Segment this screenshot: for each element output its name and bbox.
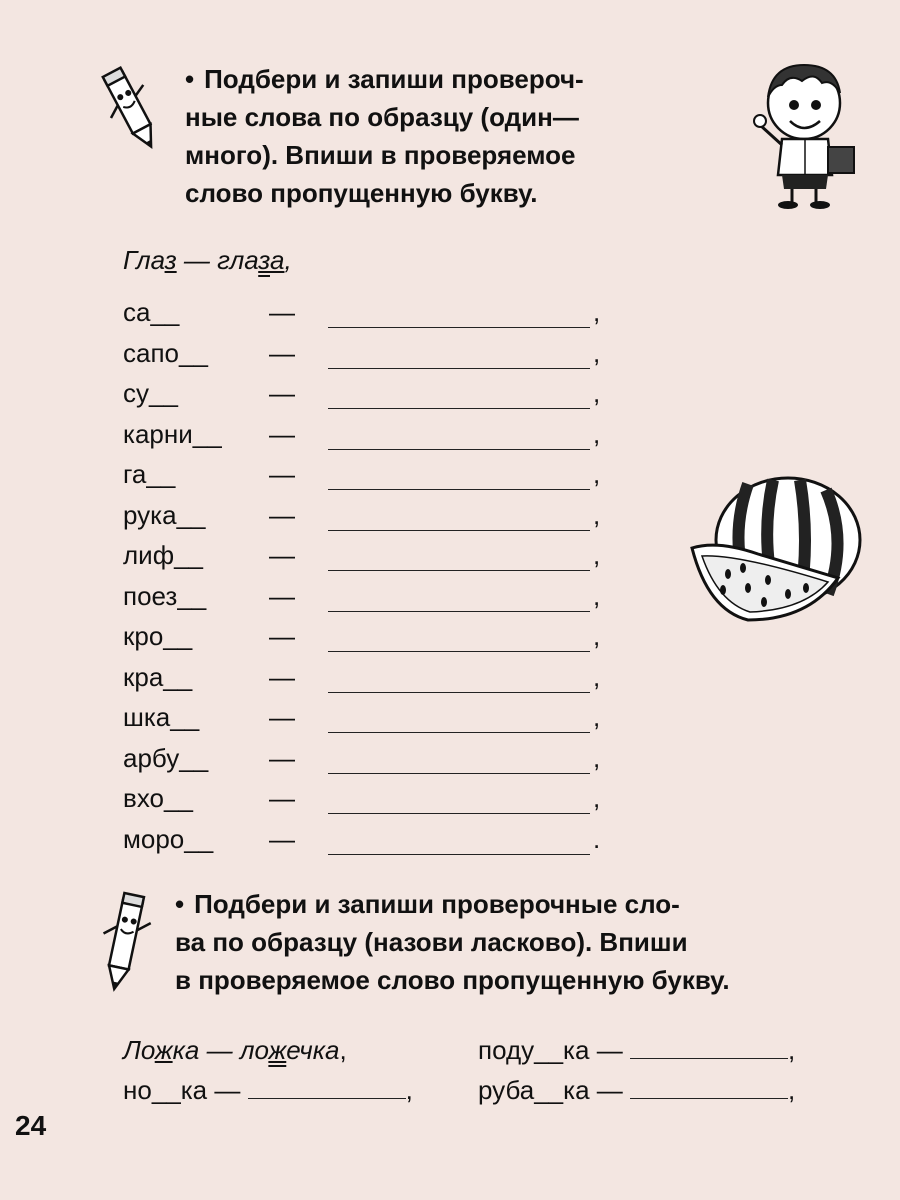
dash: — <box>269 418 295 449</box>
item-rubashka: руба__ка — , <box>478 1075 796 1105</box>
word-stem: су__ <box>123 378 178 408</box>
bullet: • <box>185 64 195 94</box>
dash: — <box>269 297 295 327</box>
exercise-row <box>123 662 623 702</box>
pencil-icon <box>95 62 165 157</box>
punctuation: , <box>593 378 601 408</box>
word-stem: кра__ <box>123 661 193 692</box>
dash: — <box>269 580 295 611</box>
exercise-row <box>123 378 623 418</box>
punctuation: , <box>593 621 601 651</box>
example-dash: — <box>176 245 218 275</box>
answer-blank[interactable] <box>630 1036 788 1059</box>
exercise-row <box>123 581 623 621</box>
word-stem: арбу__ <box>123 742 209 773</box>
pencil-icon <box>92 888 157 998</box>
answer-line[interactable] <box>328 651 590 652</box>
example-word: Ложка — ложечка <box>123 1035 340 1065</box>
punctuation: , <box>593 499 601 530</box>
word-stem: са__ <box>123 297 180 327</box>
task-1-line: много). Впиши в проверяемое <box>185 140 576 170</box>
item-podushka: поду__ка — , <box>478 1035 796 1065</box>
example-comma: , <box>339 1035 347 1065</box>
example-ending: а <box>270 245 285 275</box>
dash: — <box>269 702 295 732</box>
exercise-row <box>123 540 623 580</box>
example-text: Гла <box>123 245 165 275</box>
dash: — <box>269 499 295 530</box>
answer-line[interactable] <box>328 489 590 490</box>
dash: — <box>269 742 295 773</box>
answer-line[interactable] <box>328 692 590 693</box>
exercise-row <box>123 297 623 337</box>
punctuation: , <box>593 418 601 449</box>
answer-line[interactable] <box>328 327 590 328</box>
answer-line[interactable] <box>328 611 590 612</box>
page-number: 24 <box>15 1110 47 1141</box>
word-stem: моро__ <box>123 823 214 854</box>
punctuation: , <box>593 783 601 813</box>
word-stem: поез__ <box>123 580 207 611</box>
answer-line[interactable] <box>328 813 590 814</box>
example-letter: з <box>164 245 177 275</box>
exercise-row <box>123 419 623 459</box>
example-comma: , <box>284 245 292 275</box>
answer-line[interactable] <box>328 530 590 531</box>
punctuation: , <box>593 702 601 732</box>
punctuation: , <box>593 297 601 327</box>
answer-blank[interactable] <box>630 1076 788 1099</box>
exercise-row <box>123 743 623 783</box>
task-2-line: ва по образцу (назови ласково). Впиши <box>175 927 688 957</box>
word-stem: сапо__ <box>123 337 208 368</box>
watermelon-icon <box>688 470 868 630</box>
exercise-row <box>123 500 623 540</box>
task-2-instructions <box>175 885 875 999</box>
punctuation: , <box>593 580 601 611</box>
task-1-line: ные слова по образцу (один— <box>185 102 579 132</box>
punctuation: , <box>593 742 601 773</box>
dash: — <box>269 621 295 651</box>
punctuation: , <box>593 337 601 368</box>
word-stem: шка__ <box>123 702 200 732</box>
answer-line[interactable] <box>328 368 590 369</box>
punctuation: , <box>593 540 601 570</box>
exercise-row <box>123 824 623 864</box>
task-1-instructions <box>185 60 745 212</box>
exercise-row <box>123 702 623 742</box>
answer-blank[interactable] <box>248 1076 406 1099</box>
dash: — <box>269 540 295 570</box>
task-2-line: Подбери и запиши проверочные сло- <box>194 889 680 919</box>
answer-line[interactable] <box>328 732 590 733</box>
example-1 <box>123 245 292 276</box>
word-stem: га__ <box>123 459 176 489</box>
word-stem: кро__ <box>123 621 193 651</box>
example-text: гла <box>217 245 259 275</box>
word-stem: карни__ <box>123 418 222 449</box>
answer-line[interactable] <box>328 854 590 855</box>
task-2-line: в проверяемое слово пропущенную букву. <box>175 965 730 995</box>
exercise-row <box>123 338 623 378</box>
dash: — <box>269 378 295 408</box>
punctuation: . <box>593 823 601 854</box>
task-1-line: слово пропущенную букву. <box>185 178 538 208</box>
dash: — <box>269 459 295 489</box>
exercise-row <box>123 621 623 661</box>
word-stem: рука__ <box>123 499 206 530</box>
item-noshka: но__ка — , <box>123 1075 413 1105</box>
dash: — <box>269 783 295 813</box>
dash: — <box>269 823 295 854</box>
word-stem: вхо__ <box>123 783 193 813</box>
word-stem: лиф__ <box>123 540 204 570</box>
example-2 <box>123 1035 873 1115</box>
punctuation: , <box>593 661 601 692</box>
exercise-row <box>123 459 623 499</box>
answer-line[interactable] <box>328 773 590 774</box>
boy-icon <box>752 55 867 210</box>
punctuation: , <box>593 459 601 489</box>
answer-line[interactable] <box>328 408 590 409</box>
task-1-line: Подбери и запиши провероч- <box>204 64 584 94</box>
dash: — <box>269 337 295 368</box>
dash: — <box>269 661 295 692</box>
answer-line[interactable] <box>328 570 590 571</box>
example-letter: з <box>258 245 270 275</box>
answer-line[interactable] <box>328 449 590 450</box>
exercise-row <box>123 783 623 823</box>
bullet: • <box>175 889 185 919</box>
